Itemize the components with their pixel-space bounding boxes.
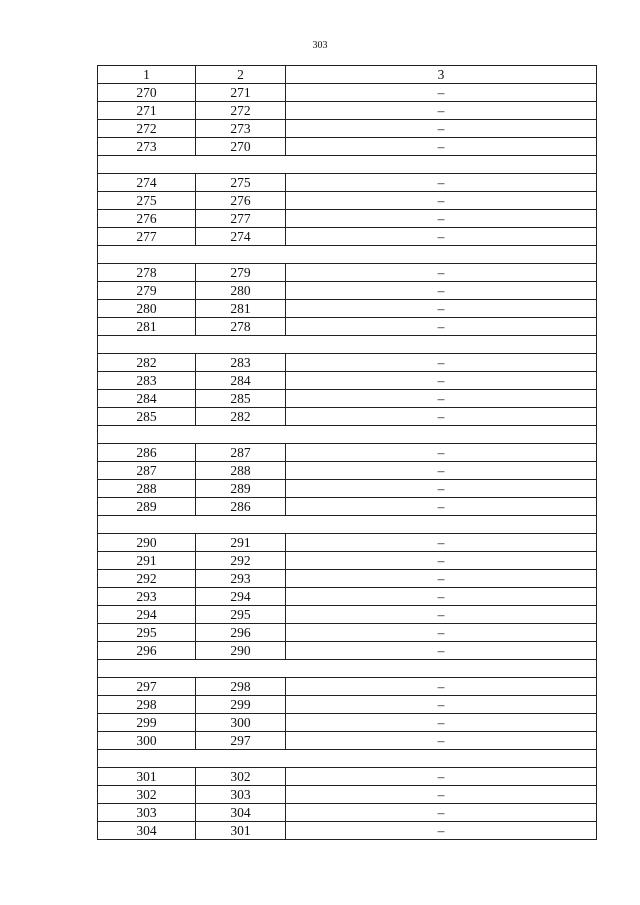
table-cell-col1: 280	[98, 300, 196, 318]
table-cell-col1: 270	[98, 84, 196, 102]
table-cell-col2: 278	[196, 318, 286, 336]
table-row	[98, 606, 597, 624]
table-row	[98, 804, 597, 822]
table-cell-col3: –	[286, 102, 597, 120]
separator-cell	[98, 246, 597, 264]
table-cell-col1: 290	[98, 534, 196, 552]
table-cell-col1: 291	[98, 552, 196, 570]
table-cell-col2: 289	[196, 480, 286, 498]
group-separator-row	[98, 156, 597, 174]
table-cell-col2: 282	[196, 408, 286, 426]
table-cell-col1: 301	[98, 768, 196, 786]
table-cell-col3: –	[286, 408, 597, 426]
table-cell-col3: –	[286, 624, 597, 642]
table-cell-col1: 304	[98, 822, 196, 840]
table-cell-col1: 277	[98, 228, 196, 246]
table-cell-col2: 300	[196, 714, 286, 732]
table-row	[98, 444, 597, 462]
table-cell-col3: –	[286, 120, 597, 138]
table-cell-col3: –	[286, 678, 597, 696]
table-cell-col3: –	[286, 318, 597, 336]
table-row	[98, 354, 597, 372]
separator-cell	[98, 516, 597, 534]
table-row	[98, 588, 597, 606]
table-header-row	[98, 66, 597, 84]
table-cell-col1: 298	[98, 696, 196, 714]
table-cell-col3: –	[286, 552, 597, 570]
table-row	[98, 570, 597, 588]
table-row	[98, 678, 597, 696]
table-cell-col3: –	[286, 822, 597, 840]
group-separator-row	[98, 516, 597, 534]
table-row	[98, 768, 597, 786]
table-cell-col3: –	[286, 372, 597, 390]
table-cell-col2: 287	[196, 444, 286, 462]
table-cell-col1: 284	[98, 390, 196, 408]
table-cell-col2: 271	[196, 84, 286, 102]
table-cell-col1: 288	[98, 480, 196, 498]
table-cell-col1: 272	[98, 120, 196, 138]
table-cell-col2: 277	[196, 210, 286, 228]
table-row	[98, 822, 597, 840]
table-cell-col2: 288	[196, 462, 286, 480]
table-cell-col2: 293	[196, 570, 286, 588]
table-cell-col1: 295	[98, 624, 196, 642]
group-separator-row	[98, 660, 597, 678]
table-row	[98, 642, 597, 660]
data-table	[97, 65, 597, 840]
group-separator-row	[98, 246, 597, 264]
table-cell-col2: 270	[196, 138, 286, 156]
table-row	[98, 498, 597, 516]
page-number: 303	[312, 40, 328, 51]
table-cell-col3: –	[286, 534, 597, 552]
table-cell-col1: 297	[98, 678, 196, 696]
table-cell-col3: –	[286, 192, 597, 210]
table-cell-col2: 285	[196, 390, 286, 408]
table-cell-col2: 276	[196, 192, 286, 210]
table-cell-col1: 278	[98, 264, 196, 282]
table-cell-col3: –	[286, 804, 597, 822]
table-cell-col2: 294	[196, 588, 286, 606]
separator-cell	[98, 750, 597, 768]
group-separator-row	[98, 336, 597, 354]
table-cell-col2: 290	[196, 642, 286, 660]
table-cell-col1: 281	[98, 318, 196, 336]
table-cell-col1: 273	[98, 138, 196, 156]
table-cell-col1: 285	[98, 408, 196, 426]
table-cell-col3: –	[286, 768, 597, 786]
table-row	[98, 372, 597, 390]
table-cell-col3: –	[286, 138, 597, 156]
separator-cell	[98, 156, 597, 174]
table-row	[98, 534, 597, 552]
table-cell-col2: 297	[196, 732, 286, 750]
table-row	[98, 786, 597, 804]
table-cell-col2: 284	[196, 372, 286, 390]
table-cell-col2: 286	[196, 498, 286, 516]
table-cell-col1: 302	[98, 786, 196, 804]
table-row	[98, 102, 597, 120]
table-cell-col3: –	[286, 696, 597, 714]
table-cell-col3: –	[286, 228, 597, 246]
table-row	[98, 480, 597, 498]
table-cell-col3: –	[286, 444, 597, 462]
table-cell-col2: 292	[196, 552, 286, 570]
table-cell-col2: 304	[196, 804, 286, 822]
table-cell-col2: 301	[196, 822, 286, 840]
table-cell-col2: 279	[196, 264, 286, 282]
table-cell-col3: –	[286, 786, 597, 804]
table-cell-col3: –	[286, 606, 597, 624]
table-row	[98, 390, 597, 408]
table-cell-col2: 303	[196, 786, 286, 804]
table-row	[98, 732, 597, 750]
table-row	[98, 318, 597, 336]
column-header: 2	[196, 66, 286, 84]
table-cell-col1: 275	[98, 192, 196, 210]
table-cell-col2: 283	[196, 354, 286, 372]
table-cell-col2: 302	[196, 768, 286, 786]
table-cell-col2: 280	[196, 282, 286, 300]
separator-cell	[98, 426, 597, 444]
table-row	[98, 192, 597, 210]
table-row	[98, 300, 597, 318]
table-cell-col3: –	[286, 390, 597, 408]
table-row	[98, 624, 597, 642]
table-row	[98, 84, 597, 102]
table-cell-col2: 295	[196, 606, 286, 624]
table-cell-col1: 286	[98, 444, 196, 462]
separator-cell	[98, 336, 597, 354]
table-body	[98, 84, 597, 840]
table-cell-col3: –	[286, 588, 597, 606]
table-cell-col1: 292	[98, 570, 196, 588]
column-header: 3	[286, 66, 597, 84]
table-cell-col3: –	[286, 264, 597, 282]
group-separator-row	[98, 426, 597, 444]
table-row	[98, 696, 597, 714]
table-cell-col3: –	[286, 642, 597, 660]
table-row	[98, 714, 597, 732]
table-cell-col1: 303	[98, 804, 196, 822]
table-cell-col3: –	[286, 498, 597, 516]
table-cell-col1: 299	[98, 714, 196, 732]
table-cell-col3: –	[286, 732, 597, 750]
table-row	[98, 282, 597, 300]
table-cell-col2: 296	[196, 624, 286, 642]
table-cell-col3: –	[286, 570, 597, 588]
table-cell-col1: 296	[98, 642, 196, 660]
table-cell-col1: 271	[98, 102, 196, 120]
table-row	[98, 138, 597, 156]
table-cell-col1: 279	[98, 282, 196, 300]
table-row	[98, 462, 597, 480]
table-cell-col3: –	[286, 354, 597, 372]
table-row	[98, 210, 597, 228]
table-cell-col2: 274	[196, 228, 286, 246]
table-row	[98, 552, 597, 570]
table-cell-col3: –	[286, 282, 597, 300]
table-cell-col1: 283	[98, 372, 196, 390]
table-cell-col2: 281	[196, 300, 286, 318]
table-cell-col3: –	[286, 210, 597, 228]
table-cell-col2: 299	[196, 696, 286, 714]
table-cell-col3: –	[286, 714, 597, 732]
table-cell-col1: 294	[98, 606, 196, 624]
table-cell-col3: –	[286, 462, 597, 480]
table-cell-col2: 272	[196, 102, 286, 120]
table-cell-col1: 287	[98, 462, 196, 480]
table-row	[98, 174, 597, 192]
table-cell-col2: 291	[196, 534, 286, 552]
table-cell-col3: –	[286, 480, 597, 498]
table-cell-col1: 276	[98, 210, 196, 228]
table-cell-col2: 298	[196, 678, 286, 696]
table-cell-col3: –	[286, 300, 597, 318]
table-cell-col3: –	[286, 174, 597, 192]
table-cell-col1: 289	[98, 498, 196, 516]
table-cell-col1: 293	[98, 588, 196, 606]
group-separator-row	[98, 750, 597, 768]
table-row	[98, 408, 597, 426]
table-cell-col2: 275	[196, 174, 286, 192]
column-header: 1	[98, 66, 196, 84]
table-cell-col3: –	[286, 84, 597, 102]
table-cell-col2: 273	[196, 120, 286, 138]
table-row	[98, 228, 597, 246]
table-cell-col1: 300	[98, 732, 196, 750]
separator-cell	[98, 660, 597, 678]
table-cell-col1: 274	[98, 174, 196, 192]
table-cell-col1: 282	[98, 354, 196, 372]
table-row	[98, 264, 597, 282]
table-row	[98, 120, 597, 138]
